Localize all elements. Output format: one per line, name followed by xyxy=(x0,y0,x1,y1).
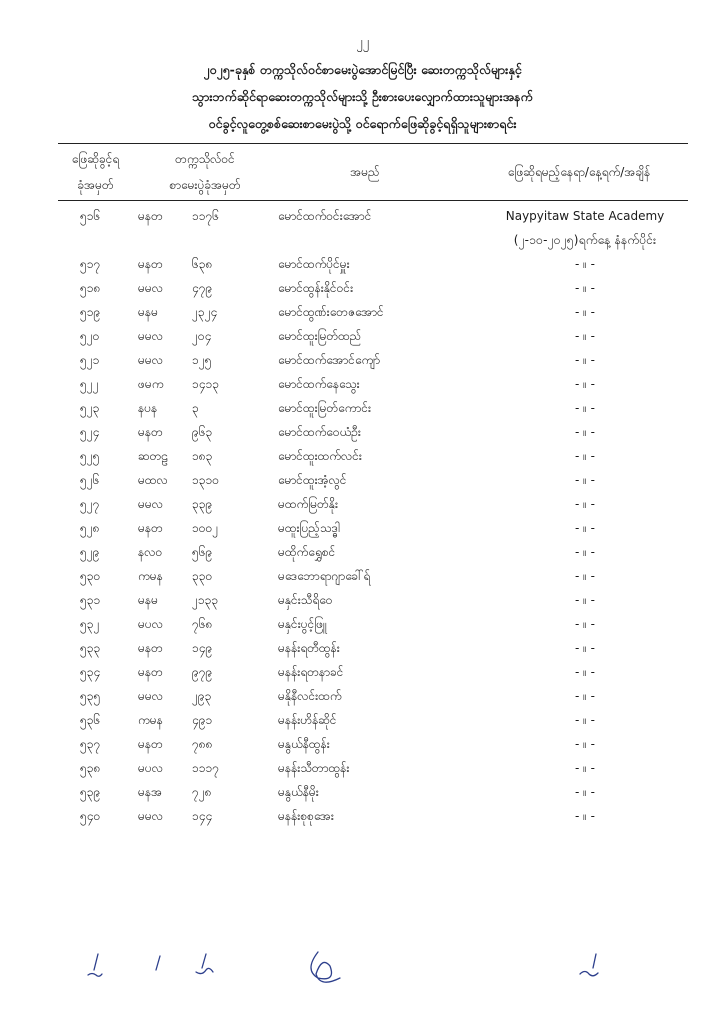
cell-name: မထူးပြည့်သဒ္ဓါ xyxy=(278,521,340,535)
header-name: အမည် xyxy=(350,165,380,179)
cell-exam-number: ၁၈၃ xyxy=(192,449,213,463)
cell-exam-number: ၇၆၈ xyxy=(192,617,213,631)
table-row xyxy=(0,204,725,228)
cell-serial: ၅၁၆ xyxy=(80,209,101,223)
cell-serial: ၅၂၉ xyxy=(80,545,100,559)
table-header-top-rule xyxy=(58,143,688,144)
cell-where: (၂-၁၀-၂၀၂၅)ရက်နေ့ နံနက်ပိုင်း xyxy=(513,233,657,247)
cell-serial: ၅၂၁ xyxy=(80,353,100,367)
cell-prefix: မနတ xyxy=(138,425,163,439)
cell-prefix: နလဝ xyxy=(138,545,163,559)
cell-name: မောင်ထက်ဝင်းအောင် xyxy=(278,209,372,223)
cell-name: မနွယ်နီမိုး xyxy=(278,785,319,799)
cell-serial: ၅၃၅ xyxy=(80,689,101,703)
cell-prefix: ဖမက xyxy=(138,377,164,391)
cell-serial: ၅၂၈ xyxy=(80,521,100,535)
cell-name: မနှင်းပွင့်ဖြူ xyxy=(278,617,327,631)
cell-prefix: မပလ xyxy=(138,761,163,775)
header-exam-line1: တက္ကသိုလ်ဝင် xyxy=(175,152,235,166)
cell-serial: ၅၃၉ xyxy=(80,785,101,799)
header-exam-number xyxy=(140,146,270,198)
cell-where: - ။ - xyxy=(575,497,595,511)
cell-exam-number: ၇၈၈ xyxy=(192,737,213,751)
cell-name: မောင်ထူးထက်လင်း xyxy=(278,449,362,463)
cell-exam-number: ၁၁၁၇ xyxy=(192,761,219,775)
cell-prefix: ဆတဠ xyxy=(138,449,169,463)
cell-prefix: မထလ xyxy=(138,473,168,487)
cell-where: - ။ - xyxy=(575,761,595,775)
table-row xyxy=(0,324,725,348)
signature-1-icon xyxy=(88,954,102,976)
cell-serial: ၅၃၀ xyxy=(80,569,101,583)
cell-where: Naypyitaw State Academy xyxy=(505,209,665,223)
cell-prefix: မမလ xyxy=(138,497,163,511)
table-row xyxy=(0,420,725,444)
cell-exam-number: ၃၃၀ xyxy=(192,569,213,583)
cell-where: - ။ - xyxy=(575,377,595,391)
cell-exam-number: ၁၂၅ xyxy=(192,353,212,367)
table-row xyxy=(0,228,725,252)
cell-where: - ။ - xyxy=(575,521,595,535)
cell-prefix: နပန xyxy=(138,401,158,415)
title-line-2: သွားဘက်ဆိုင်ရာဆေးတက္ကသိုလ်များသို့ ဦးစားပေးလျှောက်ထားသူများအနက် xyxy=(192,89,533,104)
cell-where: - ။ - xyxy=(575,401,595,415)
cell-where: - ။ - xyxy=(575,809,595,823)
cell-exam-number: ၁၀၀၂ xyxy=(192,521,219,535)
cell-where: - ။ - xyxy=(575,473,595,487)
cell-exam-number: ၃ xyxy=(192,401,199,415)
header-exam-line2: စာမေးပွဲခုံအမှတ် xyxy=(169,178,241,192)
cell-exam-number: ၂၉၃ xyxy=(192,689,212,703)
cell-where: - ။ - xyxy=(575,281,595,295)
cell-exam-number: ၉၆၃ xyxy=(192,425,213,439)
cell-name: မနွယ်နီထွန်း xyxy=(278,737,330,751)
cell-name: မနိုနီလင်းထက် xyxy=(278,689,342,703)
cell-prefix: မမလ xyxy=(138,329,163,343)
signatures xyxy=(0,948,725,998)
cell-serial: ၅၂၄ xyxy=(80,425,100,439)
cell-name: မောင်ထွဏ်းတေဇအောင် xyxy=(278,305,384,319)
table-row xyxy=(0,492,725,516)
cell-serial: ၅၂၃ xyxy=(80,401,100,415)
cell-prefix: မပလ xyxy=(138,617,163,631)
header-serial-line2: ခုံအမှတ် xyxy=(77,178,114,192)
cell-where: - ။ - xyxy=(575,689,595,703)
cell-where: - ။ - xyxy=(575,569,595,583)
cell-name: မောင်ထက်ဝေယံဦး xyxy=(278,425,361,439)
cell-name: မောင်ထက်ပိုင်မှူး xyxy=(278,257,350,271)
table-row xyxy=(0,708,725,732)
cell-name: မောင်ထက်နေသွေး xyxy=(278,377,360,391)
table-header-bottom-rule xyxy=(58,200,688,201)
cell-name: မောင်ထူးမြတ်ကောင်း xyxy=(278,401,372,415)
cell-prefix: ကမန xyxy=(138,713,163,727)
cell-exam-number: ၉၇၉ xyxy=(192,665,213,679)
table-row xyxy=(0,612,725,636)
title-line-3: ဝင်ခွင့်လူတွေ့စစ်ဆေးစာမေးပွဲသို့ ဝင်ရောက်ဖြေဆိုခွင့်ရရှိသူများစာရင်း xyxy=(208,116,517,131)
cell-exam-number: ၇၂၈ xyxy=(192,785,212,799)
cell-name: မောင်ထွန်းနိုင်ဝင်း xyxy=(278,281,354,295)
cell-where: - ။ - xyxy=(575,737,595,751)
table-row xyxy=(0,636,725,660)
cell-exam-number: ၂၀၄ xyxy=(192,329,212,343)
cell-prefix: မမလ xyxy=(138,809,163,823)
cell-name: မဒေဘောရာဂျာခေါ်ရ် xyxy=(278,569,371,583)
cell-serial: ၅၂၆ xyxy=(80,473,100,487)
cell-serial: ၅၂၅ xyxy=(80,449,100,463)
table-row xyxy=(0,588,725,612)
cell-prefix: မမလ xyxy=(138,353,163,367)
cell-where: - ။ - xyxy=(575,593,595,607)
cell-where: - ။ - xyxy=(575,641,595,655)
cell-name: မောင်ထူးမြတ်ထည် xyxy=(278,329,362,343)
table-row xyxy=(0,756,725,780)
table-row xyxy=(0,684,725,708)
cell-where: - ။ - xyxy=(575,329,595,343)
cell-exam-number: ၅၆၉ xyxy=(192,545,213,559)
cell-serial: ၅၃၃ xyxy=(80,641,101,655)
cell-prefix: မနအ xyxy=(138,785,163,799)
cell-where: - ။ - xyxy=(575,449,595,463)
table-row xyxy=(0,276,725,300)
cell-prefix: မနတ xyxy=(138,209,163,223)
cell-serial: ၅၂၂ xyxy=(80,377,99,391)
cell-exam-number: ၂၃၂၄ xyxy=(192,305,218,319)
cell-exam-number: ၂၁၃၃ xyxy=(192,593,219,607)
table-row xyxy=(0,468,725,492)
cell-serial: ၅၃၁ xyxy=(80,593,101,607)
table-row xyxy=(0,732,725,756)
cell-prefix: မမလ xyxy=(138,689,163,703)
cell-exam-number: ၃၃၉ xyxy=(192,497,213,511)
cell-name: မထိုက်ရွှေစင် xyxy=(278,545,336,559)
cell-serial: ၅၄၀ xyxy=(80,809,101,823)
table-row xyxy=(0,780,725,804)
cell-exam-number: ၁၃၁၀ xyxy=(192,473,219,487)
table-row xyxy=(0,300,725,324)
cell-name: မထက်မြတ်နိုး xyxy=(278,497,338,511)
signature-2-icon xyxy=(156,956,160,970)
cell-prefix: မနတ xyxy=(138,257,163,271)
cell-where: - ။ - xyxy=(575,257,595,271)
cell-serial: ၅၁၈ xyxy=(80,281,101,295)
cell-exam-number: ၄၇၉ xyxy=(192,281,213,295)
cell-name: မောင်ထူးအံ့လွင် xyxy=(278,473,347,487)
cell-exam-number: ၁၄၁၃ xyxy=(192,377,219,391)
cell-prefix: မနတ xyxy=(138,521,163,535)
cell-serial: ၅၃၄ xyxy=(80,665,101,679)
cell-exam-number: ၄၉၁ xyxy=(192,713,213,727)
header-where: ဖြေဆိုရမည့်နေရာ/နေ့ရက်/အချိန် xyxy=(507,165,651,179)
table-row xyxy=(0,564,725,588)
cell-where: - ။ - xyxy=(575,353,595,367)
cell-where: - ။ - xyxy=(575,305,595,319)
table-row xyxy=(0,444,725,468)
cell-name: မနန်းရတီထွန်း xyxy=(278,641,340,655)
signature-5-icon xyxy=(580,954,598,976)
table-body xyxy=(0,204,725,852)
cell-exam-number: ၆၃၈ xyxy=(192,257,213,271)
cell-name: မနန်းစုစုအေး xyxy=(278,809,334,823)
table-row xyxy=(0,516,725,540)
cell-serial: ၅၂၇ xyxy=(80,497,100,511)
table-row xyxy=(0,348,725,372)
cell-prefix: မနတ xyxy=(138,665,163,679)
cell-exam-number: ၁၄၉ xyxy=(192,641,213,655)
cell-prefix: မနတ xyxy=(138,737,163,751)
cell-serial: ၅၃၂ xyxy=(80,617,100,631)
cell-serial: ၅၃၇ xyxy=(80,737,101,751)
signature-4-icon xyxy=(311,952,340,982)
table-row xyxy=(0,396,725,420)
cell-name: မနန်းရတနာခင် xyxy=(278,665,344,679)
table-row xyxy=(0,660,725,684)
cell-prefix: မနမ xyxy=(138,305,158,319)
cell-where: - ။ - xyxy=(575,665,595,679)
cell-serial: ၅၁၉ xyxy=(80,305,101,319)
cell-name: မနှင်းသီရိဝေ xyxy=(278,593,333,607)
cell-serial: ၅၃၆ xyxy=(80,713,101,727)
table-row xyxy=(0,540,725,564)
header-serial-line1: ဖြေဆိုခွင့်ရ xyxy=(71,152,120,166)
table-row xyxy=(0,252,725,276)
signature-3-icon xyxy=(196,954,213,974)
cell-prefix: ကမန xyxy=(138,569,163,583)
cell-name: မနန်းဟိန်ဆိုင် xyxy=(278,713,337,727)
cell-serial: ၅၂၀ xyxy=(80,329,100,343)
title-line-1: ၂၀၂၅-ခုနှစ် တက္ကသိုလ်ဝင်စာမေးပွဲအောင်မြင်ပြီး ဆေးတက္ကသိုလ်များနှင့် xyxy=(203,62,522,77)
cell-where: - ။ - xyxy=(575,545,595,559)
cell-where: - ။ - xyxy=(575,617,595,631)
cell-exam-number: ၁၁၇၆ xyxy=(192,209,219,223)
cell-prefix: မနတ xyxy=(138,641,163,655)
cell-name: မောင်ထက်အောင်ကျော် xyxy=(278,353,381,367)
table-row xyxy=(0,828,725,852)
cell-where: - ။ - xyxy=(575,425,595,439)
table-row xyxy=(0,372,725,396)
cell-where: - ။ - xyxy=(575,785,595,799)
table-row xyxy=(0,804,725,828)
cell-name: မနန်းသီတာထွန်း xyxy=(278,761,350,775)
cell-where: - ။ - xyxy=(575,713,595,727)
cell-prefix: မမလ xyxy=(138,281,163,295)
cell-serial: ၅၃၈ xyxy=(80,761,101,775)
cell-prefix: မနမ xyxy=(138,593,158,607)
header-serial xyxy=(58,146,133,198)
cell-exam-number: ၁၄၄ xyxy=(192,809,213,823)
page-number: ၂၂ xyxy=(356,35,369,50)
cell-serial: ၅၁၇ xyxy=(80,257,101,271)
